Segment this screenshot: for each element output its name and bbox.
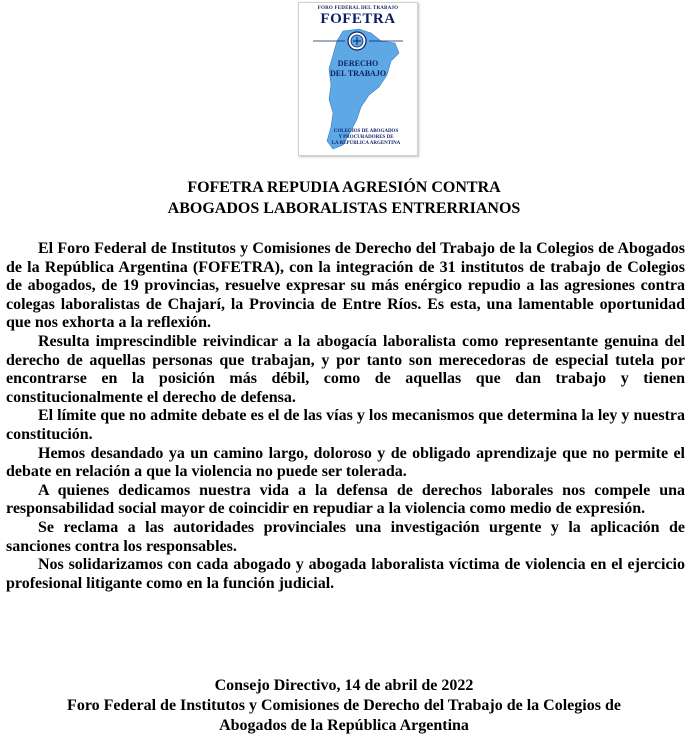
logo-acronym: FOFETRA xyxy=(320,11,396,27)
logo-bottom-1: COLEGIOS DE ABOGADOS xyxy=(333,129,399,134)
paragraph: El límite que no admite debate es el de las vías y los mecanismos que determina la ley y nuestra constitución. xyxy=(6,407,685,443)
logo-top-text: FORO FEDERAL DEL TRABAJO xyxy=(317,6,399,11)
logo-subtitle-1: DERECHO xyxy=(337,59,379,68)
paragraph: Se reclama a las autoridades provinciales una investigación urgente y la aplicación de sanciones contra los responsables. xyxy=(6,518,685,555)
paragraph: Nos solidarizamos con cada abogado y abogada laboralista víctima de violencia en el ejercicio profesional litigante como en la función judicial. xyxy=(6,556,685,592)
signature-block xyxy=(0,676,688,736)
title-line-1: FOFETRA REPUDIA AGRESIÓN CONTRA xyxy=(187,179,501,196)
signature-org-line-2: Abogados de la República Argentina xyxy=(219,717,469,734)
logo-bottom-2: Y PROCURADORES DE xyxy=(338,135,394,140)
logo-bottom-3: LA REPÚBLICA ARGENTINA xyxy=(331,141,401,146)
paragraph: El Foro Federal de Institutos y Comisiones de Derecho del Trabajo de la Colegios de Abogados de la República Argentina (FOFETRA), con la integración de 31 institutos de trabajo de Colegios de abogados, de 19 provincias, resuelve expresar su más enérgico repudio a las agresiones contra colegas laboralistas de Chajarí, la Provincia de Entre Ríos. Es esta, una lamentable oportunidad que nos exhorta a la reflexión. xyxy=(6,240,685,332)
logo-subtitle xyxy=(299,59,417,79)
title-line-2: ABOGADOS LABORALISTAS ENTRERRIANOS xyxy=(167,200,521,217)
signature-date: Consejo Directivo, 14 de abril de 2022 xyxy=(214,677,474,694)
paragraph: A quienes dedicamos nuestra vida a la defensa de derechos laborales nos compele una responsabilidad social mayor de coincidir en repudiar a la violencia como medio de expresión. xyxy=(6,481,685,518)
logo-subtitle-2: DEL TRABAJO xyxy=(329,69,387,78)
fofetra-logo xyxy=(298,2,418,156)
document-body xyxy=(6,240,685,593)
signature-org-line-1: Foro Federal de Institutos y Comisiones de Derecho del Trabajo de la Colegios de xyxy=(67,697,621,714)
logo-bottom-text xyxy=(319,129,413,147)
document-title xyxy=(0,177,688,219)
paragraph: Hemos desandado ya un camino largo, doloroso y de obligado aprendizaje que no permite el debate en relación a que la violencia no puede ser tolerada. xyxy=(6,444,685,481)
paragraph: Resulta imprescindible reivindicar a la abogacía laboralista como representante genuina del derecho de aquellas personas que trabajan, y por tanto son merecedoras de especial tutela por encontrarse en la posición más débil, como de aquellas que dan trabajo y tienen constitucionalmente el derecho de defensa. xyxy=(6,332,685,406)
